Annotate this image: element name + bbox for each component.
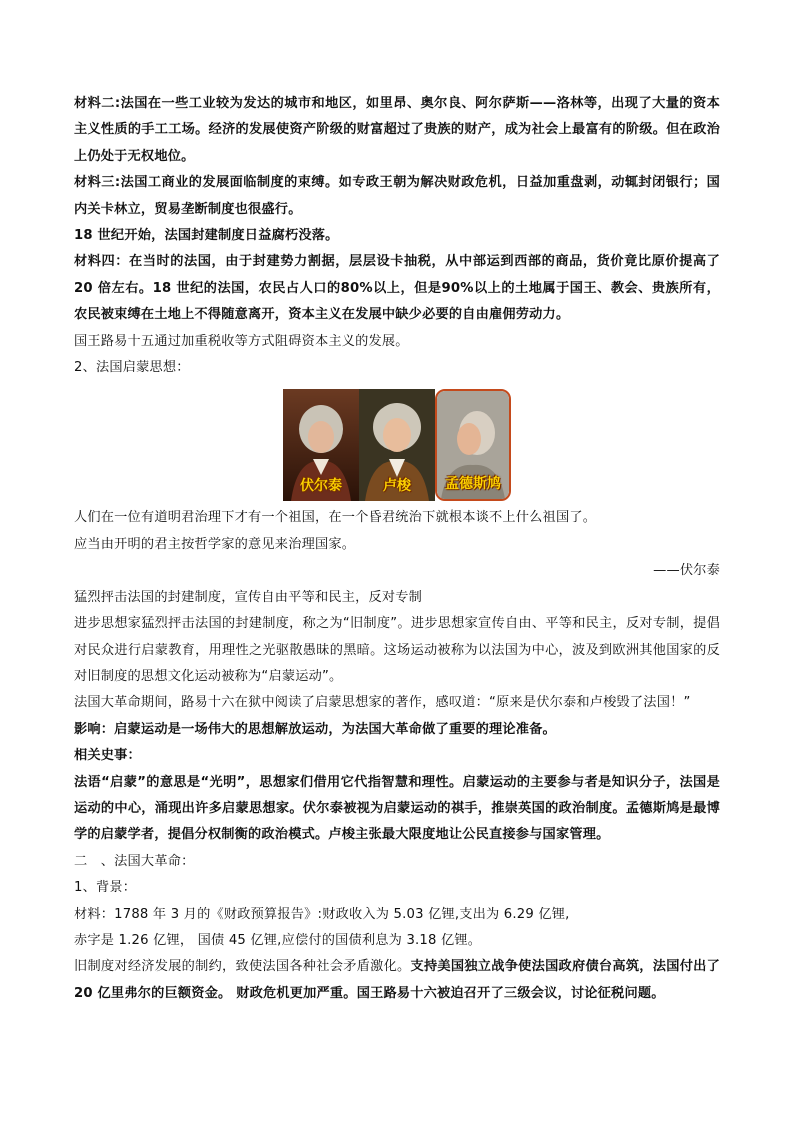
louis-xvi-paragraph: 法国大革命期间，路易十六在狱中阅读了启蒙思想家的著作，感叹道：“原来是伏尔泰和卢梭毁了法国！” xyxy=(74,695,691,711)
material-two-paragraph: 材料二:法国在一些工业较为发达的城市和地区，如里昂、奥尔良、阿尔萨斯——洛林等，出现了大量的资本主义性质的手工工场。经济的发展使资产阶级的财富超过了贵族的财产，成为社会上最富有的阶级。但在政治上仍处于无权地位。 xyxy=(74,96,720,164)
war-debt-text: 支持美国独立战争使法国政府债台高筑，法国付出了 20 亿里弗尔的巨额资金。 财政危机更加严重。国王路易十六被迫召开了三级会议，讨论征税问题。 xyxy=(74,959,720,1001)
caption-rousseau: 卢梭 xyxy=(383,478,411,495)
eighteenth-century-line: 18 世纪开始，法国封建制度日益腐朽没落。 xyxy=(74,228,339,244)
background-heading: 1、背景： xyxy=(74,880,137,896)
old-regime-text: 旧制度对经济发展的制约，致使法国各种社会矛盾激化。 xyxy=(74,959,411,975)
document-page xyxy=(74,91,720,1007)
influence-line: 影响：启蒙运动是一场伟大的思想解放运动，为法国大革命做了重要的理论准备。 xyxy=(74,721,556,737)
portrait-montesquieu xyxy=(435,389,511,501)
portrait-voltaire xyxy=(283,389,359,501)
progressive-thinkers-paragraph: 进步思想家猛烈抨击法国的封建制度，称之为“旧制度”。进步思想家宣传自由、平等和民主，反对专制，提倡对民众进行启蒙教育，用理性之光驱散愚昧的黑暗。这场运动被称为以法国为中心，波及到欧洲其他国家的反对旧制度的思想文化运动被称为“启蒙运动”。 xyxy=(74,616,720,684)
section-french-revolution-heading: 二 、法国大革命： xyxy=(74,853,195,869)
caption-voltaire: 伏尔泰 xyxy=(300,478,342,495)
portrait-rousseau xyxy=(359,389,435,501)
summary-line: 猛烈抨击法国的封建制度，宣传自由平等和民主，反对专制 xyxy=(74,589,423,605)
related-history-heading: 相关史事： xyxy=(74,748,141,764)
caption-montesquieu: 孟德斯鸠 xyxy=(445,476,501,493)
section-enlightenment-heading: 2、法国启蒙思想： xyxy=(74,360,190,376)
king-louis-xv-line: 国王路易十五通过加重税收等方式阻碍资本主义的发展。 xyxy=(74,333,409,349)
budget-line-one: 材料：1788 年 3 月的《财政预算报告》:财政收入为 5.03 亿锂,支出为 6.29 亿锂, xyxy=(74,906,570,922)
material-three-paragraph: 材料三:法国工商业的发展面临制度的束缚。如专政王朝为解决财政危机，日益加重盘剥，动辄封闭银行；国内关卡林立，贸易垄断制度也很盛行。 xyxy=(74,175,720,217)
voltaire-quote-two: 应当由开明的君主按哲学家的意见来治理国家。 xyxy=(74,536,356,552)
old-regime-paragraph xyxy=(74,954,720,1007)
voltaire-quote-one: 人们在一位有道明君治理下才有一个祖国，在一个昏君统治下就根本谈不上什么祖国了。 xyxy=(74,510,597,526)
enlightenment-meaning-paragraph: 法语“启蒙”的意思是“光明”，思想家们借用它代指智慧和理性。启蒙运动的主要参与者是知识分子，法国是运动的中心，涌现出许多启蒙思想家。伏尔泰被视为启蒙运动的祺手，推崇英国的政治制度。孟德斯鸠是最博学的启蒙学者，提倡分权制衡的政治模式。卢梭主张最大限度地让公民直接参与国家管理。 xyxy=(74,774,720,843)
philosophers-figure xyxy=(74,389,720,501)
material-four-paragraph: 材料四：在当时的法国，由于封建势力割据，层层设卡抽税，从中部运到西部的商品，货价竟比原价提高了 20 倍左右。18 世纪的法国，农民占人口的80%以上，但是90%以上的土地属于国王、教会、贵族所有，农民被束缚在土地上不得随意离开，资本主义在发展中缺少必要的自由雇佣劳动力。 xyxy=(74,254,720,323)
budget-line-two: 赤字是 1.26 亿锂， 国债 45 亿锂,应偿付的国债利息为 3.18 亿锂。 xyxy=(74,932,482,948)
portrait-strip xyxy=(283,389,511,501)
quote-attribution: ——伏尔泰 xyxy=(653,563,720,579)
